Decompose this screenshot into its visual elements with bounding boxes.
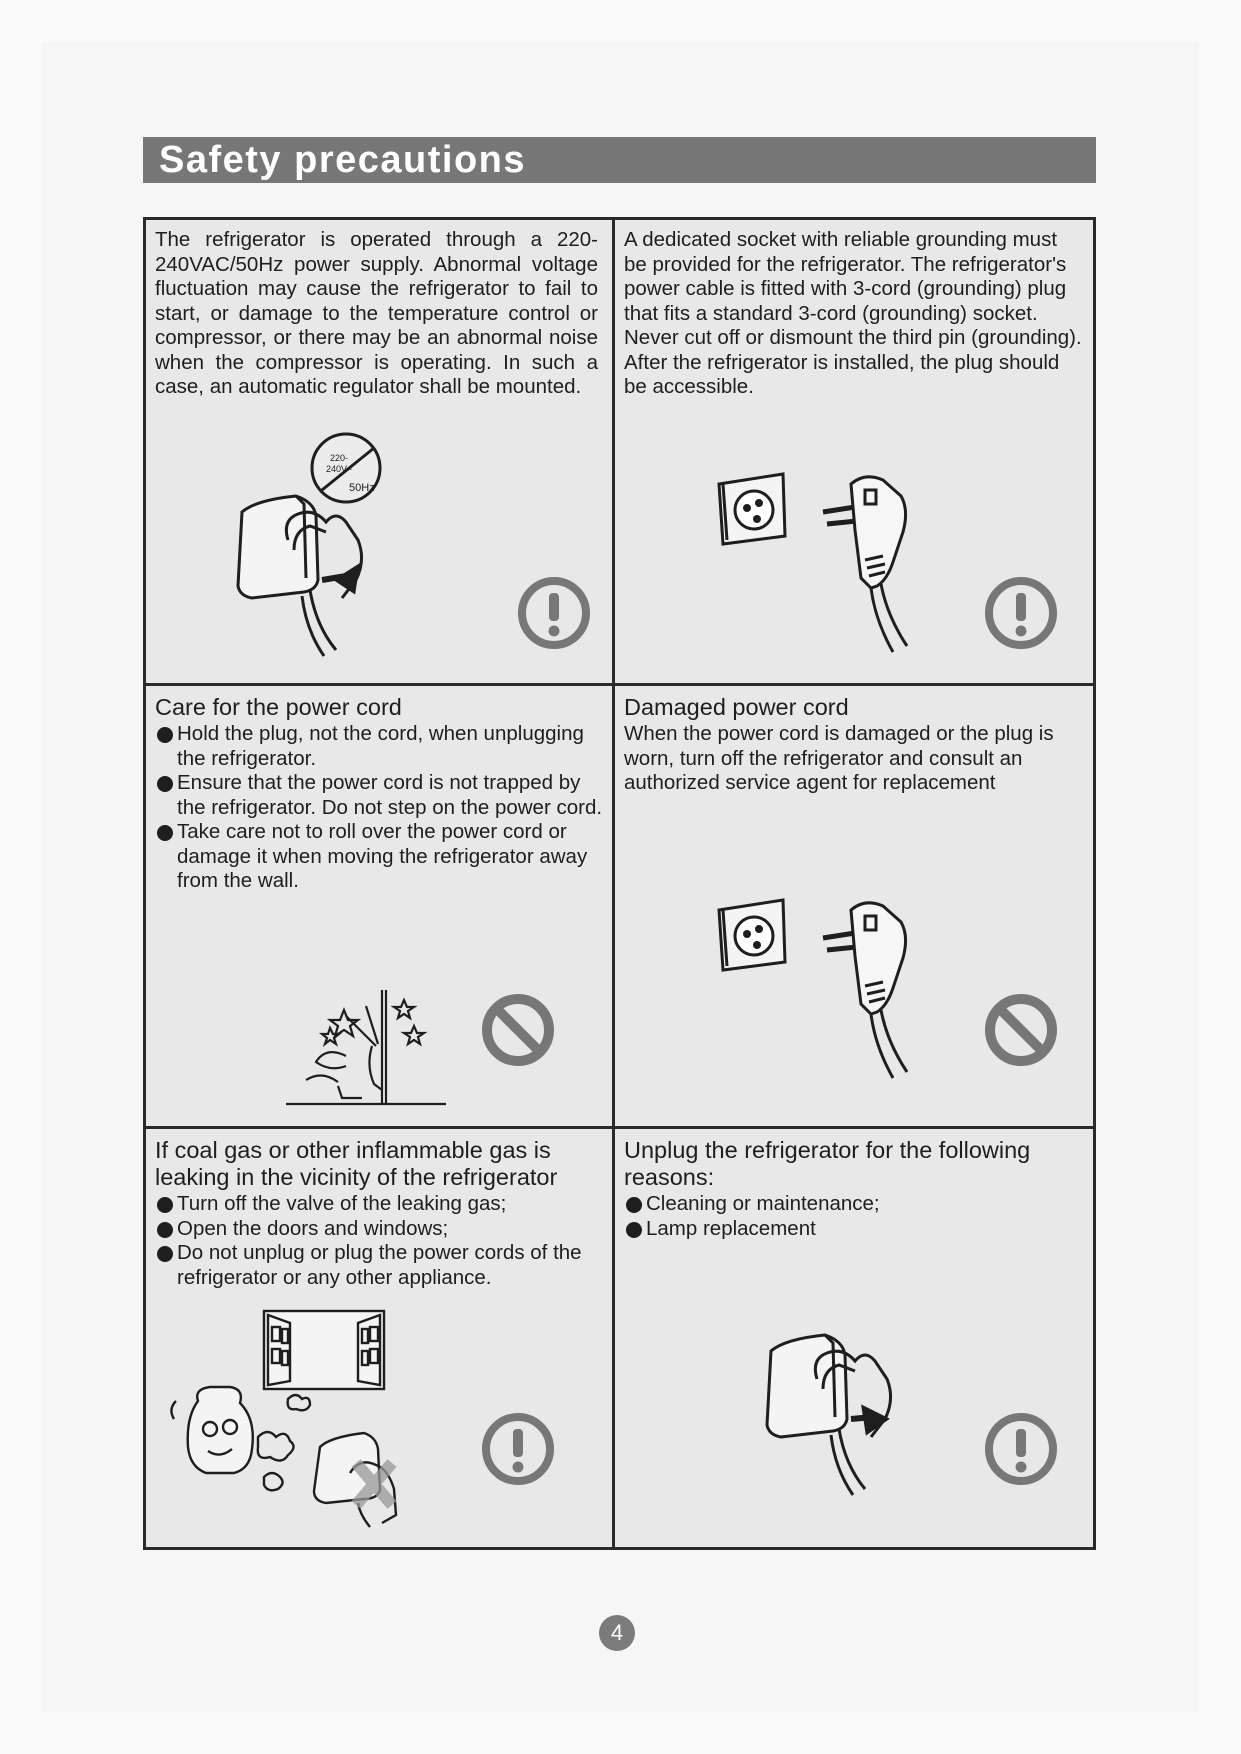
list-item: Open the doors and windows; xyxy=(155,1217,604,1242)
voltage-label-1: 220- xyxy=(330,453,349,463)
gas-leak-illustration-icon xyxy=(164,1309,434,1529)
cord-trapped-illustration-icon xyxy=(286,986,456,1116)
list-item: Take care not to roll over the power cord or damage it when moving the refrigerator away from the wall. xyxy=(155,820,604,894)
cell-title: Damaged power cord xyxy=(624,694,849,720)
prohibition-icon xyxy=(480,992,556,1068)
cell-damaged-power-cord xyxy=(615,686,1093,1126)
warning-exclamation-icon xyxy=(983,575,1059,651)
grounded-socket-and-plug-icon xyxy=(715,896,925,1086)
page-title: Safety precautions xyxy=(159,139,526,181)
cell-power-supply xyxy=(146,220,612,683)
cell-text: When the power cord is damaged or the plug is worn, turn off the refrigerator and consult an authorized service agent for replacement xyxy=(624,722,1054,794)
cell-grounding-socket xyxy=(615,220,1093,683)
cell-text: A dedicated socket with reliable grounding must be provided for the refrigerator. The refrigerator's power cable is fitted with 3-cord (grounding) plug that fits a standard 3-cord (grounding) socket. Never cut off or dismount the third pin (grounding). After the refrigerator is installed, the plug should be accessible. xyxy=(624,228,1082,398)
precautions-grid xyxy=(143,217,1096,1550)
cell-content xyxy=(155,1137,604,1290)
cell-gas-leak xyxy=(146,1129,612,1547)
cell-content xyxy=(624,694,1085,796)
list-item: Turn off the valve of the leaking gas; xyxy=(155,1192,604,1217)
cell-title: Unplug the refrigerator for the following reasons: xyxy=(624,1137,1031,1190)
cell-content xyxy=(155,694,604,894)
cell-title: Care for the power cord xyxy=(155,694,402,720)
list-item: Cleaning or maintenance; xyxy=(624,1192,1085,1217)
list-item: Do not unplug or plug the power cords of the refrigerator or any other appliance. xyxy=(155,1241,604,1290)
list-item: Ensure that the power cord is not trapped by the refrigerator. Do not step on the power cord. xyxy=(155,771,604,820)
bullet-list xyxy=(155,1192,604,1290)
cell-text: The refrigerator is operated through a 220-240VAC/50Hz power supply. Abnormal voltage fluctuation may cause the refrigerator to fail to start, or damage to the temperature control or compressor, or there may be an abnormal noise when the compressor is operating. In such a case, an automatic regulator shall be mounted. xyxy=(155,228,598,398)
plug-in-socket-icon xyxy=(226,430,486,670)
cell-title: If coal gas or other inflammable gas is leaking in the vicinity of the refrigerator xyxy=(155,1137,558,1190)
grounded-socket-and-plug-icon xyxy=(715,470,925,660)
unplug-socket-icon xyxy=(755,1329,925,1509)
list-item: Lamp replacement xyxy=(624,1217,1085,1242)
list-item: Hold the plug, not the cord, when unplugging the refrigerator. xyxy=(155,722,604,771)
cell-care-power-cord xyxy=(146,686,612,1126)
cell-unplug-reasons xyxy=(615,1129,1093,1547)
warning-exclamation-icon xyxy=(480,1411,556,1487)
bullet-list xyxy=(155,722,604,894)
section-header xyxy=(143,137,1096,183)
frequency-label: 50Hz xyxy=(349,482,375,494)
bullet-list xyxy=(624,1192,1085,1241)
prohibition-icon xyxy=(983,992,1059,1068)
warning-exclamation-icon xyxy=(516,575,592,651)
cell-content xyxy=(624,1137,1085,1241)
voltage-label-2: 240V~ xyxy=(326,464,353,474)
page-number: 4 xyxy=(599,1615,635,1651)
warning-exclamation-icon xyxy=(983,1411,1059,1487)
